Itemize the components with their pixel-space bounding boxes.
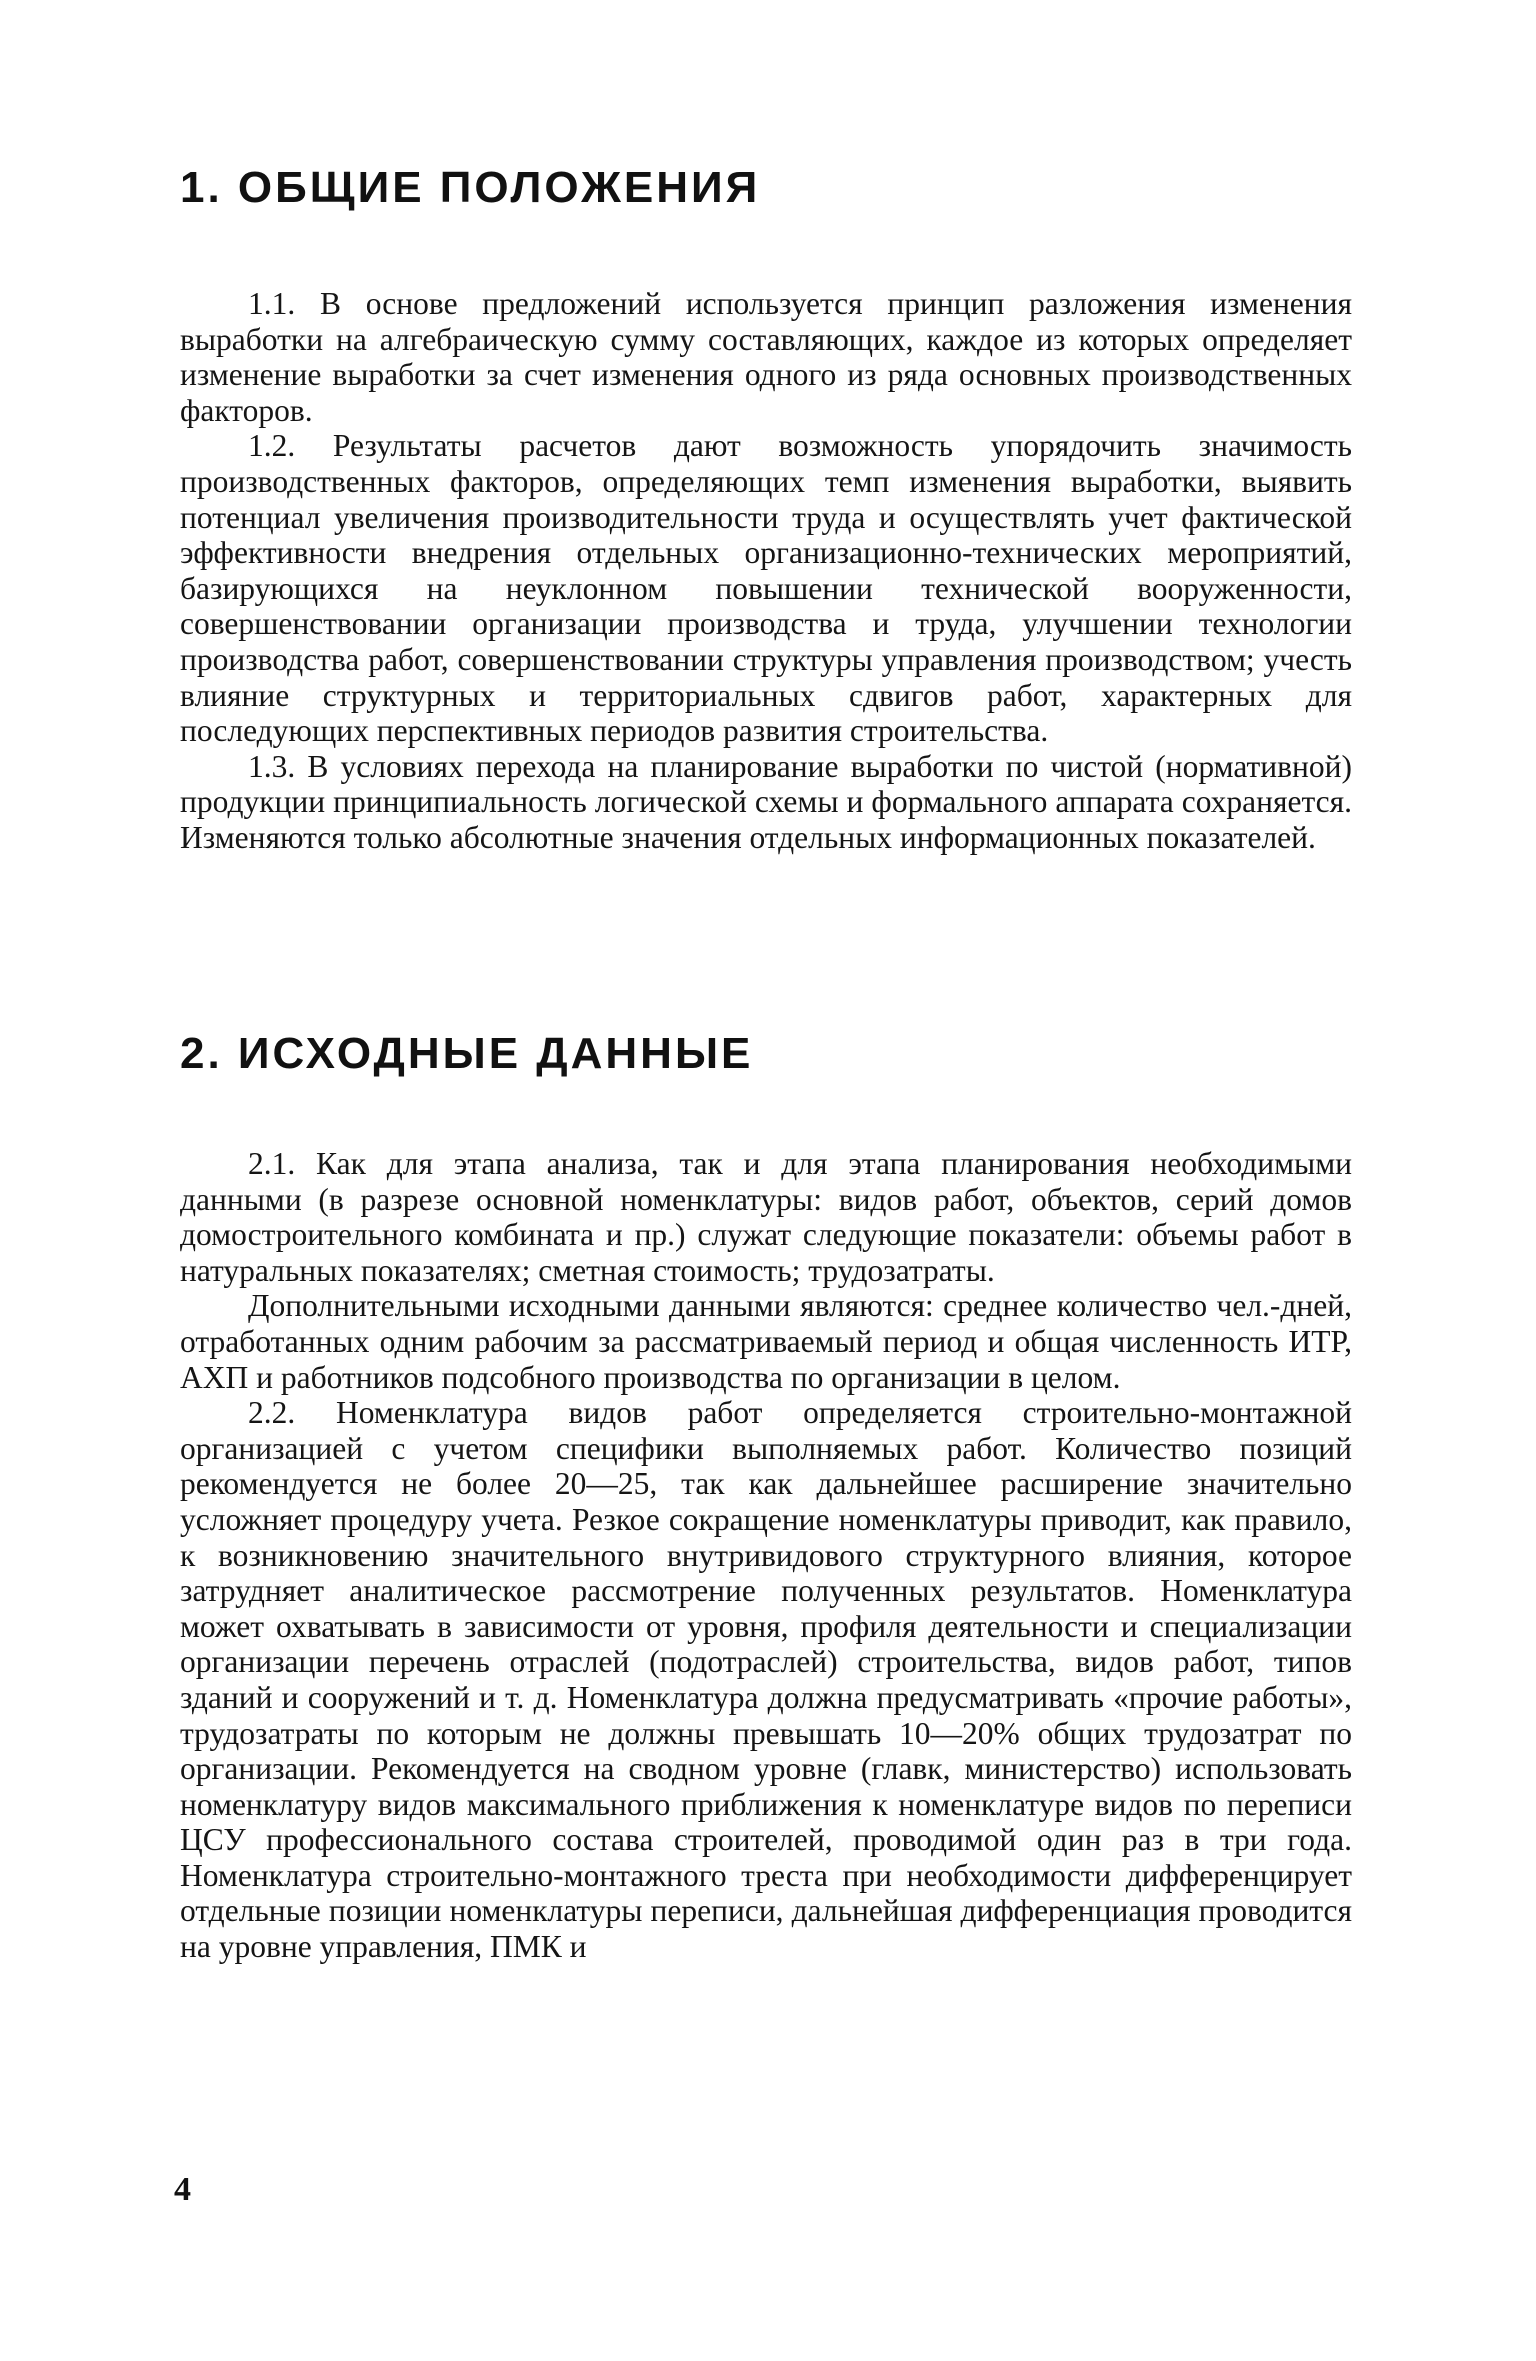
paragraph-1-3: 1.3. В условиях перехода на планирование выработки по чистой (нормативной) продукции принципиальность логической схемы и формального аппарата сохраняется. Изменяются только абсолютные значения отдельных информационных показателей. xyxy=(180,748,1352,855)
paragraph-additional-data: Дополнительными исходными данными являются: среднее количество чел.-дней, отработанных одним рабочим за рассматриваемый период и общая численность ИТР, АХП и работников подсобного производства по организации в целом. xyxy=(180,1288,1352,1395)
paragraph-1-2: 1.2. Результаты расчетов дают возможность упорядочить значимость производственных факторов, определяющих темп изменения выработки, выявить потенциал увеличения производительности труда и осуществлять учет фактической эффективности внедрения отдельных организационно-технических мероприятий, базирующихся на неуклонном повышении технической вооруженности, совершенствовании организации производства и труда, улучшении технологии производства работ, совершенствовании структуры управления производством; учесть влияние структурных и территориальных сдвигов работ, характерных для последующих перспективных периодов развития строительства. xyxy=(180,428,1352,749)
paragraph-1-1: 1.1. В основе предложений используется принцип разложения изменения выработки на алгебраическую сумму составляющих, каждое из которых определяет изменение выработки за счет изменения одного из ряда основных производственных факторов. xyxy=(180,286,1352,428)
section-source-data xyxy=(180,1029,1352,1965)
section-heading: 2. ИСХОДНЫЕ ДАННЫЕ xyxy=(180,1029,754,1078)
page-number: 4 xyxy=(174,2171,191,2208)
section-general-provisions xyxy=(180,163,1352,856)
paragraph-2-2: 2.2. Номенклатура видов работ определяется строительно-монтажной организацией с учетом специфики выполняемых работ. Количество позиций рекомендуется не более 20—25, так как дальнейшее расширение значительно усложняет процедуру учета. Резкое сокращение номенклатуры приводит, как правило, к возникновению значительного внутривидового структурного влияния, которое затрудняет аналитическое рассмотрение полученных результатов. Номенклатура может охватывать в зависимости от уровня, профиля деятельности и специализации организации перечень отраслей (подотраслей) строительства, видов работ, типов зданий и сооружений и т. д. Номенклатура должна предусматривать «прочие работы», трудозатраты по которым не должны превышать 10—20% общих трудозатрат по организации. Рекомендуется на сводном уровне (главк, министерство) использовать номенклатуру видов максимального приближения к номенклатуре видов по переписи ЦСУ профессионального состава строителей, проводимой один раз в три года. Номенклатура строительно-монтажного треста при необходимости дифференцирует отдельные позиции номенклатуры переписи, дальнейшая дифференциация проводится на уровне управления, ПМК и xyxy=(180,1395,1352,1965)
paragraph-2-1: 2.1. Как для этапа анализа, так и для этапа планирования необходимыми данными (в разрезе основной номенклатуры: видов работ, объектов, серий домов домостроительного комбината и пр.) служат следующие показатели: объемы работ в натуральных показателях; сметная стоимость; трудозатраты. xyxy=(180,1146,1352,1288)
section-heading: 1. ОБЩИЕ ПОЛОЖЕНИЯ xyxy=(180,163,761,212)
